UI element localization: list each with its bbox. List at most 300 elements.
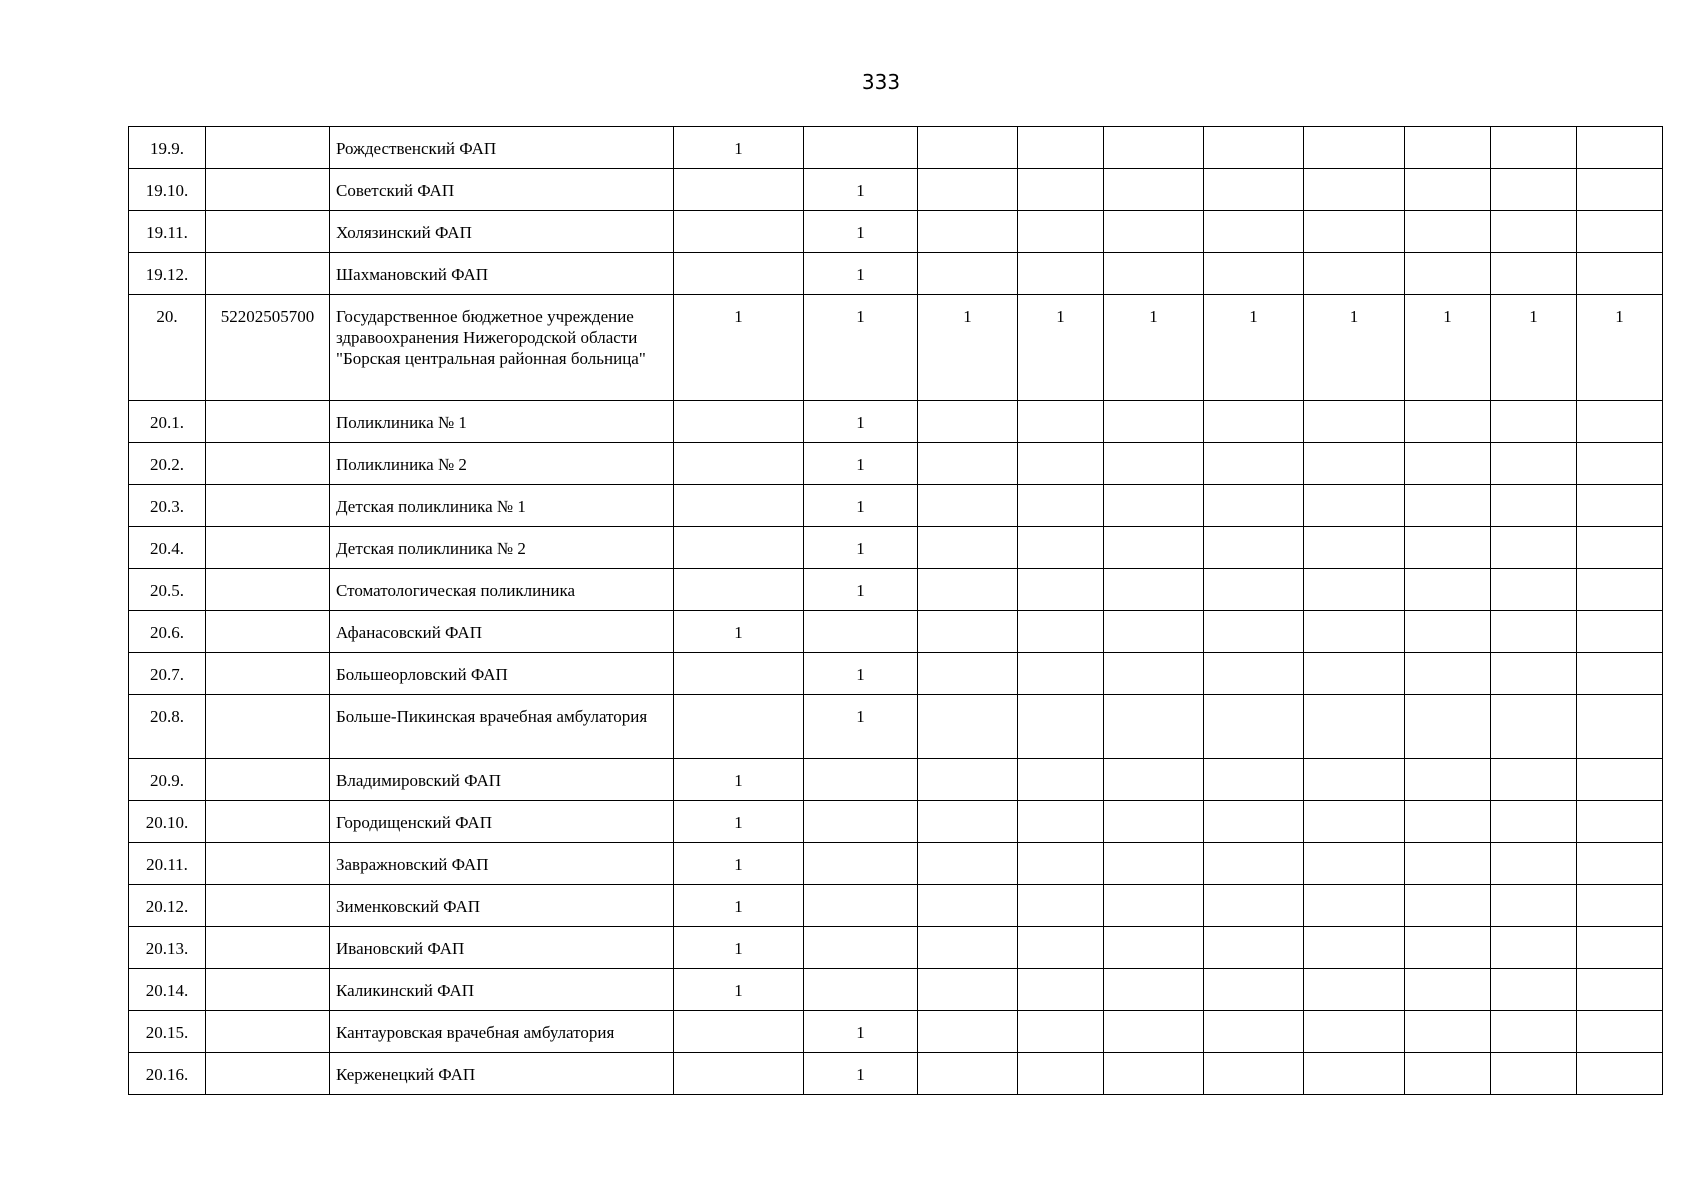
row-code-cell-text	[206, 1011, 329, 1022]
row-value-cell	[674, 969, 804, 1011]
row-value-cell	[1018, 885, 1104, 927]
row-value-cell	[804, 695, 918, 759]
row-code-cell	[206, 801, 330, 843]
row-value-cell	[1491, 485, 1577, 527]
row-value-cell-text: 1	[963, 307, 972, 326]
row-number-cell	[129, 885, 206, 927]
row-value-cell-text	[918, 169, 1017, 180]
table-row	[129, 611, 1663, 653]
row-value-cell	[1577, 169, 1663, 211]
row-value-cell	[1018, 969, 1104, 1011]
row-value-cell-text: 1	[856, 707, 865, 726]
row-value-cell	[804, 885, 918, 927]
row-value-cell-text	[1405, 253, 1490, 264]
row-value-cell-text	[1405, 127, 1490, 138]
row-number-cell	[129, 127, 206, 169]
row-value-cell	[1304, 695, 1405, 759]
row-value-cell	[1018, 1053, 1104, 1095]
row-value-cell-text	[1405, 801, 1490, 812]
row-value-cell	[1577, 843, 1663, 885]
row-value-cell	[1491, 927, 1577, 969]
row-value-cell-text: 1	[734, 855, 743, 874]
row-value-cell-text	[804, 843, 917, 854]
row-value-cell-text	[1577, 443, 1662, 454]
table-row	[129, 653, 1663, 695]
row-value-cell	[1104, 295, 1204, 401]
row-value-cell	[1405, 485, 1491, 527]
row-value-cell	[674, 485, 804, 527]
row-value-cell-text	[1104, 401, 1203, 412]
row-value-cell	[1104, 401, 1204, 443]
row-value-cell	[1018, 759, 1104, 801]
row-number-cell-text: 19.11.	[146, 223, 188, 242]
row-value-cell	[804, 611, 918, 653]
row-value-cell-text	[1304, 527, 1404, 538]
row-code-cell-text	[206, 759, 329, 770]
row-value-cell-text: 1	[856, 539, 865, 558]
row-value-cell	[1018, 1011, 1104, 1053]
row-value-cell	[674, 611, 804, 653]
table-row	[129, 295, 1663, 401]
row-value-cell	[1204, 969, 1304, 1011]
row-value-cell	[1304, 653, 1405, 695]
row-value-cell	[804, 653, 918, 695]
row-number-cell-text: 20.15.	[145, 1023, 189, 1042]
row-name-cell-text: Большеорловский ФАП	[336, 665, 508, 684]
row-value-cell-text	[1304, 211, 1404, 222]
row-value-cell-text	[1577, 1053, 1662, 1064]
row-value-cell	[674, 569, 804, 611]
row-value-cell	[1104, 927, 1204, 969]
row-value-cell	[1405, 1011, 1491, 1053]
row-value-cell	[1204, 127, 1304, 169]
row-value-cell-text	[1405, 443, 1490, 454]
row-number-cell	[129, 843, 206, 885]
row-value-cell	[804, 843, 918, 885]
row-value-cell	[1405, 127, 1491, 169]
row-value-cell-text	[804, 969, 917, 980]
row-value-cell	[804, 485, 918, 527]
row-number-cell-text: 19.10.	[145, 181, 189, 200]
row-value-cell-text	[1204, 885, 1303, 896]
row-value-cell-text	[918, 695, 1017, 706]
row-value-cell-text	[1577, 1011, 1662, 1022]
row-number-cell-text: 20.	[156, 307, 178, 326]
row-value-cell	[1304, 885, 1405, 927]
row-value-cell	[918, 253, 1018, 295]
row-value-cell	[1104, 569, 1204, 611]
row-value-cell-text	[674, 653, 803, 664]
row-value-cell	[1491, 211, 1577, 253]
row-value-cell-text	[1304, 653, 1404, 664]
row-code-cell-text	[206, 695, 329, 706]
row-value-cell	[918, 527, 1018, 569]
row-value-cell	[1304, 211, 1405, 253]
row-value-cell	[674, 885, 804, 927]
row-value-cell	[1491, 443, 1577, 485]
row-code-cell	[206, 885, 330, 927]
table-row	[129, 211, 1663, 253]
row-number-cell	[129, 969, 206, 1011]
row-value-cell	[1304, 169, 1405, 211]
row-value-cell	[1405, 169, 1491, 211]
row-value-cell	[1491, 127, 1577, 169]
row-number-cell-text: 20.5.	[150, 581, 184, 600]
row-value-cell	[674, 169, 804, 211]
row-value-cell-text	[1018, 401, 1103, 412]
row-code-cell-text	[206, 801, 329, 812]
row-value-cell	[804, 127, 918, 169]
row-number-cell	[129, 759, 206, 801]
row-value-cell-text: 1	[734, 307, 743, 326]
row-value-cell	[1577, 253, 1663, 295]
row-name-cell	[330, 127, 674, 169]
row-value-cell	[1491, 295, 1577, 401]
row-value-cell-text: 1	[734, 139, 743, 158]
row-number-cell-text: 20.6.	[150, 623, 184, 642]
row-value-cell	[1104, 527, 1204, 569]
row-value-cell	[1577, 485, 1663, 527]
row-value-cell-text	[674, 253, 803, 264]
row-name-cell-text: Афанасовский ФАП	[336, 623, 482, 642]
row-value-cell-text	[1491, 527, 1576, 538]
row-code-cell	[206, 443, 330, 485]
row-value-cell	[1491, 569, 1577, 611]
table-row	[129, 1053, 1663, 1095]
row-value-cell-text: 1	[856, 581, 865, 600]
row-value-cell-text	[1491, 253, 1576, 264]
row-value-cell	[1304, 843, 1405, 885]
row-value-cell	[1104, 127, 1204, 169]
row-value-cell-text: 1	[1349, 307, 1359, 326]
row-value-cell-text	[1491, 569, 1576, 580]
row-name-cell	[330, 695, 674, 759]
row-value-cell-text	[804, 611, 917, 622]
row-value-cell-text	[1405, 843, 1490, 854]
row-value-cell	[1405, 295, 1491, 401]
row-value-cell	[918, 169, 1018, 211]
row-value-cell-text: 1	[856, 307, 865, 326]
row-value-cell-text	[1577, 569, 1662, 580]
row-value-cell	[1491, 611, 1577, 653]
row-value-cell	[1018, 927, 1104, 969]
row-value-cell	[918, 1011, 1018, 1053]
row-code-cell	[206, 295, 330, 401]
row-value-cell-text	[1491, 211, 1576, 222]
row-value-cell-text	[918, 1011, 1017, 1022]
row-value-cell-text	[1104, 211, 1203, 222]
row-value-cell-text	[1204, 611, 1303, 622]
row-value-cell-text	[1018, 527, 1103, 538]
row-value-cell-text: 1	[856, 665, 865, 684]
table-row	[129, 169, 1663, 211]
row-value-cell-text	[1104, 485, 1203, 496]
row-number-cell	[129, 1053, 206, 1095]
row-value-cell-text: 1	[856, 265, 865, 284]
row-value-cell	[1577, 401, 1663, 443]
row-value-cell-text	[1491, 843, 1576, 854]
row-value-cell	[1405, 653, 1491, 695]
row-code-cell	[206, 253, 330, 295]
row-value-cell-text	[1577, 253, 1662, 264]
row-value-cell	[674, 401, 804, 443]
row-value-cell-text	[1304, 759, 1404, 770]
row-value-cell-text	[1304, 927, 1404, 938]
row-value-cell	[1104, 969, 1204, 1011]
row-number-cell	[129, 211, 206, 253]
row-value-cell-text	[1204, 843, 1303, 854]
row-value-cell	[1577, 569, 1663, 611]
row-value-cell	[1018, 485, 1104, 527]
row-value-cell	[1018, 401, 1104, 443]
row-value-cell-text	[804, 885, 917, 896]
row-value-cell	[1491, 653, 1577, 695]
row-value-cell-text	[1104, 611, 1203, 622]
row-value-cell-text	[1577, 653, 1662, 664]
row-number-cell	[129, 527, 206, 569]
row-value-cell-text	[918, 1053, 1017, 1064]
row-number-cell	[129, 253, 206, 295]
row-value-cell	[1405, 443, 1491, 485]
row-value-cell-text	[1104, 443, 1203, 454]
row-value-cell	[1304, 127, 1405, 169]
row-value-cell	[1491, 969, 1577, 1011]
row-value-cell-text	[1104, 253, 1203, 264]
row-value-cell-text	[1304, 969, 1404, 980]
row-value-cell-text	[1104, 695, 1203, 706]
row-value-cell	[1405, 885, 1491, 927]
row-code-cell-text	[206, 611, 329, 622]
row-value-cell	[1104, 211, 1204, 253]
table-row	[129, 443, 1663, 485]
row-value-cell-text	[918, 843, 1017, 854]
row-name-cell	[330, 443, 674, 485]
row-value-cell	[804, 801, 918, 843]
row-value-cell	[674, 843, 804, 885]
row-name-cell-text: Поликлиника № 2	[336, 455, 467, 474]
row-value-cell-text	[1304, 169, 1404, 180]
row-value-cell	[1018, 611, 1104, 653]
row-value-cell	[1491, 169, 1577, 211]
row-value-cell-text	[1018, 759, 1103, 770]
row-value-cell-text	[918, 653, 1017, 664]
row-value-cell-text	[1405, 527, 1490, 538]
row-value-cell	[1304, 801, 1405, 843]
row-value-cell	[674, 527, 804, 569]
row-value-cell	[1577, 295, 1663, 401]
row-number-cell-text: 20.13.	[145, 939, 189, 958]
row-value-cell	[1405, 401, 1491, 443]
row-value-cell-text	[1491, 401, 1576, 412]
row-number-cell	[129, 569, 206, 611]
row-value-cell-text	[1405, 927, 1490, 938]
row-value-cell-text	[1405, 169, 1490, 180]
row-value-cell-text	[1104, 127, 1203, 138]
row-value-cell	[1491, 1053, 1577, 1095]
row-value-cell-text	[1577, 695, 1662, 706]
row-value-cell	[1577, 885, 1663, 927]
table-row	[129, 695, 1663, 759]
row-name-cell-text: Керженецкий ФАП	[336, 1065, 476, 1084]
row-value-cell-text	[1018, 443, 1103, 454]
row-code-cell-text	[206, 169, 329, 180]
row-value-cell-text	[1018, 927, 1103, 938]
row-number-cell-text: 20.2.	[150, 455, 184, 474]
row-value-cell-text	[1491, 885, 1576, 896]
row-value-cell-text	[1304, 611, 1404, 622]
row-number-cell-text: 20.11.	[146, 855, 188, 874]
row-value-cell	[1018, 169, 1104, 211]
row-value-cell-text	[1204, 759, 1303, 770]
row-value-cell	[674, 801, 804, 843]
row-value-cell-text	[1204, 211, 1303, 222]
row-code-cell-text	[206, 527, 329, 538]
row-value-cell-text	[1204, 969, 1303, 980]
row-value-cell-text	[1304, 885, 1404, 896]
row-value-cell	[1304, 295, 1405, 401]
row-value-cell	[1405, 1053, 1491, 1095]
row-name-cell	[330, 169, 674, 211]
row-value-cell-text	[1018, 1053, 1103, 1064]
row-code-cell-text	[206, 485, 329, 496]
row-value-cell	[674, 695, 804, 759]
row-value-cell	[1018, 295, 1104, 401]
row-name-cell	[330, 885, 674, 927]
row-name-cell	[330, 569, 674, 611]
row-value-cell	[918, 401, 1018, 443]
row-value-cell-text	[1304, 401, 1404, 412]
row-value-cell	[1577, 695, 1663, 759]
row-value-cell	[1204, 485, 1304, 527]
row-number-cell-text: 20.7.	[150, 665, 184, 684]
row-value-cell-text	[1491, 611, 1576, 622]
row-value-cell	[1577, 527, 1663, 569]
row-value-cell-text	[918, 485, 1017, 496]
row-number-cell-text: 20.14.	[145, 981, 189, 1000]
row-value-cell	[1577, 759, 1663, 801]
row-number-cell-text: 20.1.	[150, 413, 184, 432]
row-value-cell	[1577, 1053, 1663, 1095]
row-number-cell	[129, 653, 206, 695]
row-value-cell-text	[1577, 843, 1662, 854]
row-value-cell-text: 1	[734, 771, 743, 790]
row-value-cell-text	[918, 211, 1017, 222]
row-value-cell	[1405, 695, 1491, 759]
row-value-cell-text: 1	[1249, 307, 1258, 326]
row-code-cell-text	[206, 969, 329, 980]
row-value-cell	[1204, 295, 1304, 401]
row-value-cell-text	[1577, 969, 1662, 980]
row-value-cell	[1204, 801, 1304, 843]
row-value-cell-text	[1018, 169, 1103, 180]
row-value-cell	[1204, 885, 1304, 927]
row-value-cell-text: 1	[856, 497, 865, 516]
row-value-cell-text	[1491, 695, 1576, 706]
row-value-cell-text	[1104, 169, 1203, 180]
row-value-cell	[1577, 443, 1663, 485]
row-value-cell-text	[1018, 695, 1103, 706]
row-value-cell	[1304, 759, 1405, 801]
row-value-cell-text	[1405, 969, 1490, 980]
row-value-cell	[1104, 843, 1204, 885]
row-value-cell-text: 1	[1529, 307, 1538, 326]
row-number-cell-text: 20.9.	[150, 771, 184, 790]
row-number-cell	[129, 295, 206, 401]
row-value-cell	[1405, 759, 1491, 801]
row-name-cell-text: Шахмановский ФАП	[336, 265, 489, 284]
table-row	[129, 801, 1663, 843]
row-code-cell-text	[206, 653, 329, 664]
row-value-cell	[1304, 1011, 1405, 1053]
row-value-cell	[1104, 253, 1204, 295]
row-value-cell-text	[918, 801, 1017, 812]
table-row	[129, 1011, 1663, 1053]
row-value-cell	[804, 1011, 918, 1053]
row-value-cell-text	[1204, 569, 1303, 580]
row-value-cell	[804, 759, 918, 801]
row-value-cell-text	[1577, 759, 1662, 770]
row-name-cell-text: Детская поликлиника № 2	[336, 539, 526, 558]
row-code-cell	[206, 969, 330, 1011]
row-value-cell	[1204, 1011, 1304, 1053]
row-value-cell	[1577, 801, 1663, 843]
row-value-cell-text	[1577, 801, 1662, 812]
row-value-cell-text	[1577, 127, 1662, 138]
row-value-cell	[1018, 211, 1104, 253]
row-value-cell	[674, 295, 804, 401]
row-value-cell-text	[1204, 695, 1303, 706]
row-value-cell-text: 1	[856, 181, 865, 200]
row-name-cell	[330, 211, 674, 253]
row-value-cell	[1304, 527, 1405, 569]
row-value-cell-text	[1304, 695, 1404, 706]
row-value-cell-text	[1204, 1053, 1303, 1064]
row-value-cell-text	[804, 759, 917, 770]
row-value-cell	[1204, 653, 1304, 695]
row-value-cell-text	[1304, 569, 1404, 580]
row-value-cell-text: 1	[856, 223, 865, 242]
row-value-cell-text	[1204, 927, 1303, 938]
row-value-cell	[1405, 969, 1491, 1011]
row-value-cell-text	[1204, 653, 1303, 664]
row-value-cell	[918, 801, 1018, 843]
row-value-cell-text: 1	[734, 897, 743, 916]
row-value-cell	[1491, 695, 1577, 759]
row-name-cell-text: Стоматологическая поликлиника	[336, 581, 575, 600]
row-value-cell	[1405, 801, 1491, 843]
row-value-cell-text	[1018, 843, 1103, 854]
row-value-cell-text	[674, 169, 803, 180]
row-number-cell	[129, 401, 206, 443]
row-value-cell	[1577, 927, 1663, 969]
row-value-cell-text	[1104, 969, 1203, 980]
row-value-cell	[1491, 253, 1577, 295]
row-number-cell	[129, 485, 206, 527]
row-value-cell-text	[918, 969, 1017, 980]
row-value-cell-text: 1	[734, 939, 743, 958]
row-number-cell-text: 19.12.	[145, 265, 189, 284]
row-value-cell-text	[1304, 253, 1404, 264]
row-value-cell-text	[1491, 443, 1576, 454]
row-value-cell-text	[1405, 485, 1490, 496]
row-name-cell	[330, 611, 674, 653]
row-code-cell	[206, 611, 330, 653]
table-row	[129, 569, 1663, 611]
row-value-cell	[1577, 653, 1663, 695]
row-value-cell-text	[1204, 443, 1303, 454]
row-name-cell-text: Кантауровская врачебная амбулатория	[336, 1023, 615, 1042]
row-value-cell	[1204, 169, 1304, 211]
